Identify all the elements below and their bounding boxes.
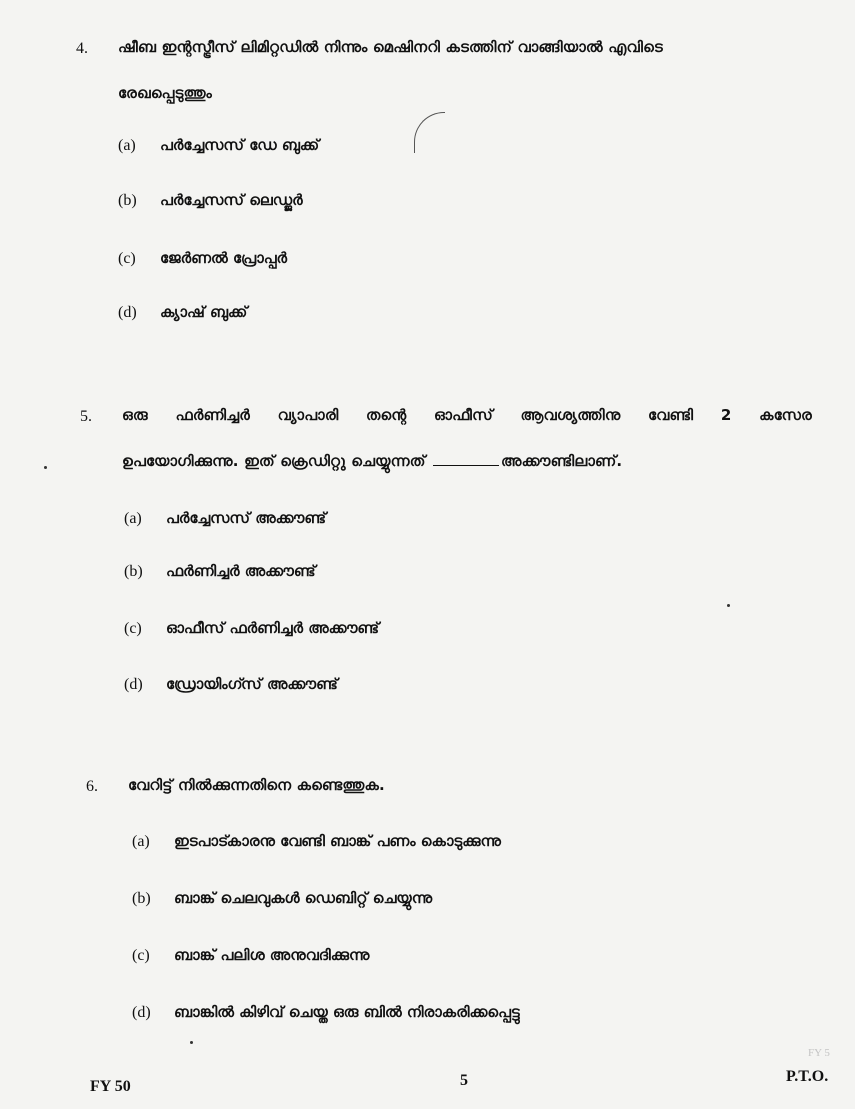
option-text: ക്യാഷ് ബുക്ക് xyxy=(160,303,248,321)
question-4-option-a xyxy=(118,136,319,155)
bleed-through-text: FY 5 xyxy=(808,1047,830,1059)
pencil-mark xyxy=(414,112,445,153)
option-label: (c) xyxy=(124,620,142,637)
option-label: (a) xyxy=(132,833,150,850)
question-5-option-b xyxy=(124,562,316,581)
option-label: (b) xyxy=(118,192,137,209)
question-5-line-2-end: അക്കൗണ്ടിലാണ്. xyxy=(501,452,623,470)
option-text: പർച്ചേസസ് ഡേ ബുക്ക് xyxy=(160,136,320,154)
option-label: (b) xyxy=(124,563,143,580)
question-5-option-a xyxy=(124,509,326,528)
option-text: പർച്ചേസസ് അക്കൗണ്ട് xyxy=(166,509,327,527)
option-label: (b) xyxy=(132,890,151,907)
option-label: (c) xyxy=(132,947,150,964)
question-6-option-d xyxy=(132,1003,520,1022)
paper-speck xyxy=(727,604,730,607)
question-4-line-1: ഷീബ ഇന്റസ്ട്രീസ് ലിമിറ്റഡിൽ നിന്നും മെഷിനറി കടത്തിന് വാങ്ങിയാൽ എവിടെ xyxy=(118,38,663,56)
page-number: 5 xyxy=(460,1072,468,1089)
question-5-option-c xyxy=(124,619,379,638)
question-6-option-b xyxy=(132,889,432,908)
question-4-option-c xyxy=(118,249,287,268)
question-6-text xyxy=(128,762,808,808)
question-6-option-c xyxy=(132,946,369,965)
option-text: ജേർണൽ പ്രോപ്പർ xyxy=(160,249,288,267)
question-5-line-2-start: ഉപയോഗിക്കുന്നു. ഇത് ക്രെഡിറ്റു ചെയ്യുന്നത് xyxy=(122,452,426,470)
option-text: പർച്ചേസസ് ലെഡ്ജർ xyxy=(160,191,303,209)
option-label: (d) xyxy=(132,1004,151,1021)
option-text: ഡ്രോയിംഗ്സ് അക്കൗണ്ട് xyxy=(166,675,338,693)
option-label: (a) xyxy=(118,137,136,154)
paper-speck xyxy=(190,1041,193,1044)
option-label: (d) xyxy=(124,676,143,693)
option-label: (a) xyxy=(124,510,142,527)
footer-code: FY 50 xyxy=(90,1078,131,1095)
question-5-number: 5. xyxy=(80,408,92,425)
pto-label: P.T.O. xyxy=(786,1068,829,1085)
question-6-number: 6. xyxy=(86,778,98,795)
paper-speck xyxy=(44,466,47,469)
question-4-option-d xyxy=(118,303,247,322)
option-text: ഇടപാട്കാരനു വേണ്ടി ബാങ്ക് പണം കൊടുക്കുന്നു xyxy=(174,832,501,850)
question-5-option-d xyxy=(124,675,338,694)
option-text: ബാങ്കിൽ കിഴിവ് ചെയ്ത ഒരു ബിൽ നിരാകരിക്കപ്പെട്ടു xyxy=(174,1003,520,1021)
question-5-line-2 xyxy=(122,438,812,484)
option-label: (c) xyxy=(118,250,136,267)
question-5-line-1: ഒരു ഫർണിച്ചർ വ്യാപാരി തന്റെ ഓഫീസ് ആവശ്യത്തിനു വേണ്ടി 2 കസേര xyxy=(122,406,812,424)
option-text: ബാങ്ക് പലിശ അനുവദിക്കുന്നു xyxy=(174,946,370,964)
question-6-option-a xyxy=(132,832,501,851)
question-6-line-1: വേറിട്ട് നിൽക്കുന്നതിനെ കണ്ടെത്തുക. xyxy=(128,776,385,794)
question-4-text xyxy=(118,24,818,116)
question-4-number: 4. xyxy=(76,40,88,57)
question-4-line-2: രേഖപ്പെടുത്തും xyxy=(118,84,212,102)
question-5-text xyxy=(122,392,812,484)
question-4-option-b xyxy=(118,191,303,210)
fill-in-blank xyxy=(433,464,499,466)
option-label: (d) xyxy=(118,304,137,321)
option-text: ബാങ്ക് ചെലവുകൾ ഡെബിറ്റ് ചെയ്യുന്നു xyxy=(174,889,433,907)
option-text: ഓഫീസ് ഫർണിച്ചർ അക്കൗണ്ട് xyxy=(166,619,380,637)
option-text: ഫർണിച്ചർ അക്കൗണ്ട് xyxy=(166,562,316,580)
